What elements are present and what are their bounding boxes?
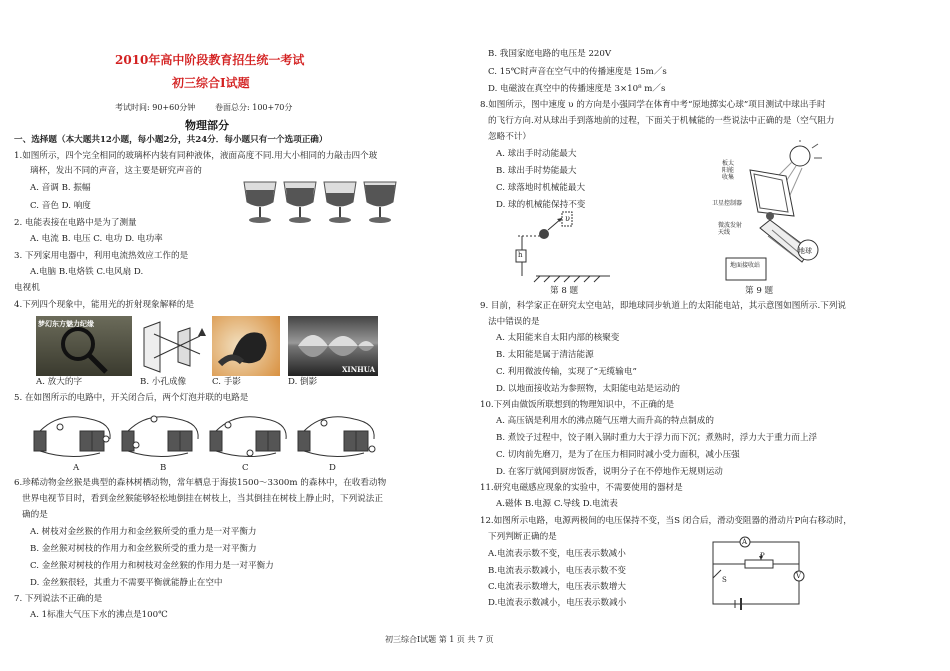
glass-4 — [364, 182, 396, 223]
question-12-option-a: A.电流表示数不变，电压表示数减小 — [488, 549, 626, 559]
question-10-option-a: A. 高压锅是利用水的沸点随气压增大而升高的特点制成的 — [496, 416, 714, 426]
glasses-figure — [240, 178, 400, 226]
question-7-option-b: B. 我国家庭电路的电压是 220V — [488, 49, 612, 59]
question-8-cont-2: 忽略不计） — [488, 132, 531, 142]
question-1: 1.如图所示，四个完全相同的玻璃杯内装有同种液体，液面高度不同.用大小相同的力敲击四个玻 — [14, 151, 378, 161]
fig4-label-a: A. 放大的字 — [36, 377, 83, 387]
page-footer: 初三综合Ⅰ试题 第 1 页 共 7 页 — [385, 635, 494, 644]
question-8-cont-1: 的飞行方向.对从球出手到落地前的过程，下面关于机械能的一些说法中正确的是（空气阻力 — [488, 116, 835, 126]
question-9: 9. 目前，科学家正在研究太空电站，即地球同步轨道上的太阳能电站，其示意图如图所示.下列说 — [480, 301, 847, 311]
circuit-c — [210, 417, 286, 457]
question-10: 10.下列由做饭所联想到的物理知识中，不正确的是 — [480, 400, 675, 410]
question-7-option-a: A. 1标准大气压下水的沸点是100℃ — [30, 610, 168, 620]
fig12-switch-label: S — [722, 576, 727, 584]
exam-title: 2010年高中阶段教育招生统一考试 — [115, 53, 305, 67]
question-11-options: A.磁体 B.电源 C.导线 D.电流表 — [496, 499, 618, 509]
question-10-option-c: C. 切肉前先磨刀，是为了在压力相同时减小受力面积，减小压强 — [496, 450, 740, 460]
part-title: 物理部分 — [185, 119, 229, 132]
question-2-options: A. 电流 B. 电压 C. 电功 D. 电功率 — [30, 234, 163, 244]
fig8-caption: 第 8 题 — [550, 286, 579, 296]
pinhole-diagram — [140, 318, 208, 376]
fig9-earth-label: 地球 — [798, 247, 812, 255]
fig9-control-label: 卫星控制器 — [712, 200, 743, 207]
fig5-label-c: C — [242, 463, 249, 473]
photo-watermark: XINHUA — [342, 365, 376, 374]
question-1-options-cd: C. 音色 D. 响度 — [30, 201, 91, 211]
question-12-option-b: B.电流表示数减小，电压表示数不变 — [488, 566, 626, 576]
question-12: 12.如图所示电路，电源两极间的电压保持不变，当S 闭合后，滑动变阻器的滑动片P向右移动时， — [480, 516, 852, 526]
question-3-options: A.电脑 B.电烙铁 C.电风扇 D. — [30, 267, 144, 277]
hand-shadow-photo — [212, 316, 280, 376]
question-4: 4.下列四个现象中，能用光的折射现象解释的是 — [14, 300, 195, 310]
fig4-label-c: C. 手影 — [212, 377, 241, 387]
question-5: 5. 在如图所示的电路中，开关闭合后，两个灯泡并联的电路是 — [14, 393, 249, 403]
fig4-label-b: B. 小孔成像 — [140, 377, 187, 387]
exam-score: 卷面总分: 100+70分 — [215, 103, 293, 112]
question-6-option-b: B. 金丝猴对树枝的作用力和金丝猴所受的重力是一对平衡力 — [30, 544, 257, 554]
question-10-option-b: B. 煮饺子过程中，饺子刚入锅时重力大于浮力而下沉；煮熟时，浮力大于重力而上浮 — [496, 433, 818, 443]
circuit-d — [298, 417, 375, 457]
fig9-caption: 第 9 题 — [745, 286, 774, 296]
question-9-option-a: A. 太阳能来自太阳内部的核聚变 — [496, 333, 620, 343]
circuit-a — [34, 417, 110, 457]
question-12-option-d: D.电流表示数减小，电压表示数减小 — [488, 598, 627, 608]
fig12-voltmeter-label: V — [796, 572, 802, 580]
glass-1 — [244, 182, 276, 223]
question-6-cont-2: 确的是 — [22, 510, 48, 520]
question-7-option-d: D. 电磁波在真空中的传播速度是 3×10⁸ m／s — [488, 84, 666, 94]
fig5-label-a: A — [73, 463, 80, 473]
question-12-option-c: C.电流表示数增大，电压表示数增大 — [488, 582, 626, 592]
question-8-option-b: B. 球出手时势能最大 — [496, 166, 577, 176]
question-9-option-d: D. 以地面接收站为参照物，太阳能电站是运动的 — [496, 384, 680, 394]
fig12-slider-label: P — [760, 552, 765, 560]
question-6-option-c: C. 金丝猴对树枝的作用力和树枝对金丝猴的作用力是一对平衡力 — [30, 561, 274, 571]
reflection-photo — [288, 316, 378, 376]
question-12-cont: 下列判断正确的是 — [488, 532, 557, 542]
question-1-cont: 璃杯，发出不同的声音，这主要是研究声音的 — [30, 166, 202, 176]
question-9-option-b: B. 太阳能是属于清洁能源 — [496, 350, 594, 360]
parallel-circuits — [30, 409, 380, 465]
circuit-b — [122, 416, 198, 457]
magnifier-photo — [36, 316, 132, 376]
question-3: 3. 下列家用电器中，利用电流热效应工作的是 — [14, 251, 189, 261]
question-8-option-d: D. 球的机械能保持不变 — [496, 200, 586, 210]
question-11: 11.研究电磁感应现象的实验中，不需要使用的器材是 — [480, 483, 683, 493]
glass-3 — [324, 182, 356, 223]
question-3-cont: 电视机 — [14, 283, 40, 293]
magnifier-banner: 梦幻东方魅力纪缘 — [38, 319, 94, 328]
fig9-panel-label: 板太阳能收集 — [722, 160, 735, 181]
fig8-v-label: υ — [565, 214, 570, 223]
question-7: 7. 下列说法不正确的是 — [14, 594, 103, 604]
question-6: 6.珍稀动物金丝猴是典型的森林树栖动物，常年栖息于海拔1500～3300m 的森林中，在收看动物 — [14, 478, 387, 488]
question-6-cont-1: 世界电视节目时，看到金丝猴能够轻松地倒挂在树枝上，当其倒挂在树枝上静止时，下列说法正 — [22, 494, 383, 504]
question-8: 8.如图所示，图中速度 υ 的方向是小强同学在体育中考“原地掷实心球”项目测试中球出手时 — [480, 100, 826, 110]
question-8-option-a: A. 球出手时动能最大 — [496, 149, 577, 159]
question-9-option-c: C. 利用微波传输，实现了“无缆输电” — [496, 367, 637, 377]
rheostat-circuit — [705, 534, 810, 614]
fig4-label-d: D. 倒影 — [288, 377, 318, 387]
fig5-label-b: B — [160, 463, 167, 473]
glass-2 — [284, 182, 316, 223]
question-10-option-d: D. 在客厅就闻到厨房饭香，说明分子在不停地作无规则运动 — [496, 467, 723, 477]
question-9-cont: 法中错误的是 — [488, 317, 540, 327]
fig8-h-label: h — [518, 251, 523, 259]
question-7-option-c: C. 15℃时声音在空气中的传播速度是 15m／s — [488, 67, 667, 77]
exam-time: 考试时间: 90+60分钟 — [115, 103, 196, 112]
question-2: 2. 电能表接在电路中是为了测量 — [14, 218, 137, 228]
fig12-ammeter-label: A — [742, 538, 748, 546]
fig5-label-d: D — [329, 463, 336, 473]
exam-subtitle: 初三综合Ⅰ试题 — [172, 76, 250, 90]
question-8-option-c: C. 球落地时机械能最大 — [496, 183, 586, 193]
question-6-option-a: A. 树枝对金丝猴的作用力和金丝猴所受的重力是一对平衡力 — [30, 527, 257, 537]
section-heading: 一、选择题（本大题共12小题，每小题2分，共24分．每小题只有一个选项正确） — [14, 135, 328, 145]
question-6-option-d: D. 金丝猴很轻，其重力不需要平衡就能静止在空中 — [30, 578, 223, 588]
fig9-micro-label: 微波发射天线 — [718, 222, 743, 236]
fig9-station-label: 地面接收站 — [730, 262, 761, 269]
question-1-options-ab: A. 音调 B. 振幅 — [30, 183, 91, 193]
